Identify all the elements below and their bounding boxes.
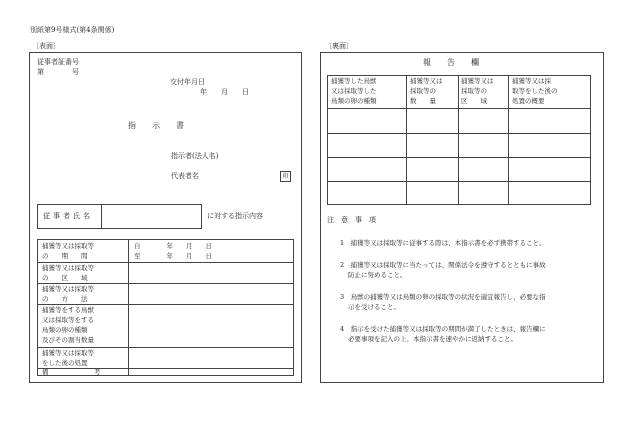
- row-label: 捕獲等をする鳥獣: [42, 306, 94, 314]
- column-header: 又は採取等した: [331, 87, 377, 95]
- notes-title: 注 意 事 項: [327, 216, 376, 224]
- column-header: 区 域: [461, 97, 487, 105]
- row-label: の 方 法: [42, 295, 88, 303]
- note-item: 1 捕獲等又は採取等に従事する際は、本指示書を必ず携帯すること。: [340, 239, 546, 247]
- issue-date-label: 交付年月日: [170, 78, 205, 86]
- column-header: 採取等の: [410, 87, 436, 95]
- column-header: 鳥類の卵の種類: [331, 97, 377, 105]
- issue-date: 年 月 日: [200, 88, 249, 96]
- instructor-label: 指示者(法人名): [171, 152, 219, 160]
- column-header: 捕獲等又は: [410, 77, 443, 85]
- report-title: 報 告 欄: [423, 58, 479, 67]
- front-side-label: 〔表面〕: [32, 42, 60, 50]
- note-item: 必要事項を記入の上、本指示書を速やかに返納すること。: [348, 335, 517, 343]
- row-label: の 期 間: [42, 252, 88, 260]
- column-header: 数 量: [410, 97, 436, 105]
- row-label: 備 考: [42, 368, 101, 376]
- seal-mark: 印: [280, 171, 291, 182]
- row-label: 及びその割当数量: [42, 336, 94, 344]
- worker-suffix: に対する指示内容: [207, 212, 263, 220]
- row-label: 鳥類の卵の種類: [42, 326, 88, 334]
- column-header: 捕獲等した鳥獣: [331, 77, 377, 85]
- column-header: 採取等の: [461, 87, 487, 95]
- number-label: 第 号: [37, 68, 79, 76]
- note-item: 示を受けること。: [348, 303, 400, 311]
- row-label: 捕獲等又は採取等: [42, 242, 94, 250]
- worker-name-label: 従事者氏名: [43, 212, 93, 220]
- cert-number-label: 従事者証番号: [37, 58, 79, 66]
- row-label: 捕獲等又は採取等: [42, 285, 94, 293]
- row-label: をした後の処置: [42, 359, 88, 367]
- row-label: 捕獲等又は採取等: [42, 264, 94, 272]
- note-item: 3 鳥獣の捕獲等又は鳥類の卵の採取等の状況を適宜報告し、必要な指: [340, 293, 546, 301]
- back-side-label: 〔裏面〕: [325, 42, 353, 50]
- column-header: 捕獲等又は採: [512, 77, 551, 85]
- note-item: 4 指示を受けた捕獲等又は採取等の期間が満了したときは、報告欄に: [340, 325, 546, 333]
- column-header: 処置の概要: [512, 97, 545, 105]
- representative-label: 代表者名: [171, 172, 199, 180]
- period-from: 自 年 月 日: [134, 242, 212, 250]
- note-item: 防止に努めること。: [348, 271, 407, 279]
- note-item: 2 捕獲等又は採取等に当たっては、関係法令を遵守するとともに事故: [340, 261, 546, 269]
- column-header: 捕獲等又は: [461, 77, 494, 85]
- column-header: 取等をした後の: [512, 87, 558, 95]
- page-title: 指 示 書: [128, 121, 184, 130]
- row-label: 又は採取等をする: [42, 316, 94, 324]
- period-to: 至 年 月 日: [134, 252, 212, 260]
- form-header: 別紙第9号様式(第4条関係): [30, 26, 115, 34]
- row-label: の 区 域: [42, 274, 88, 282]
- row-label: 捕獲等又は採取等: [42, 349, 94, 357]
